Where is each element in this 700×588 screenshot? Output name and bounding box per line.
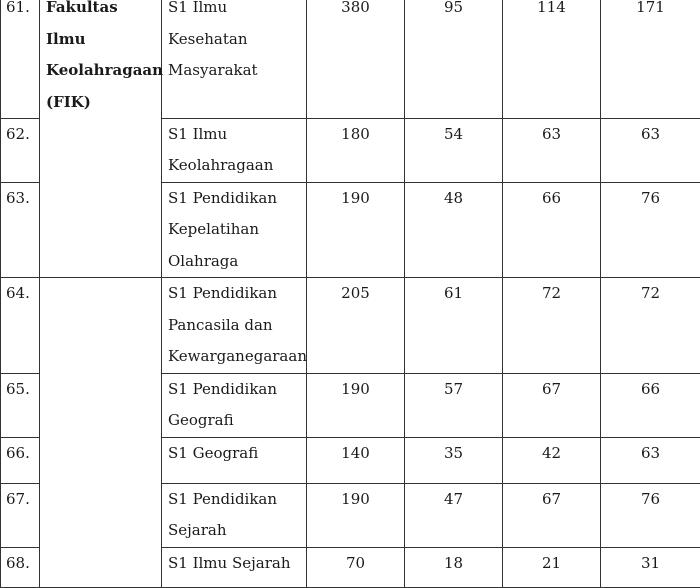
value-cell: 205 xyxy=(307,278,405,374)
value-cell: 63 xyxy=(601,437,700,483)
value-cell: 67 xyxy=(503,373,601,437)
program-name: S1 Pendidikan Kepelatihan Olahraga xyxy=(162,182,307,278)
value-cell: 190 xyxy=(307,373,405,437)
value-cell: 21 xyxy=(503,547,601,587)
program-name: S1 Pendidikan Pancasila dan Kewarganegaraan xyxy=(162,278,307,374)
value-cell: 140 xyxy=(307,437,405,483)
value-cell: 57 xyxy=(405,373,503,437)
value-cell: 54 xyxy=(405,118,503,182)
value-cell: 31 xyxy=(601,547,700,587)
program-name: S1 Geografi xyxy=(162,437,307,483)
value-cell: 42 xyxy=(503,437,601,483)
value-cell: 95 xyxy=(405,0,503,118)
value-cell: 190 xyxy=(307,483,405,547)
value-cell: 67 xyxy=(503,483,601,547)
value-cell: 190 xyxy=(307,182,405,278)
program-name: S1 Ilmu Kesehatan Masyarakat xyxy=(162,0,307,118)
row-number: 65. xyxy=(1,373,40,437)
value-cell: 72 xyxy=(601,278,700,374)
program-name: S1 Ilmu Keolahragaan xyxy=(162,118,307,182)
value-cell: 63 xyxy=(601,118,700,182)
value-cell: 48 xyxy=(405,182,503,278)
row-number: 62. xyxy=(1,118,40,182)
program-name: S1 Ilmu Sejarah xyxy=(162,547,307,587)
value-cell: 18 xyxy=(405,547,503,587)
row-number: 64. xyxy=(1,278,40,374)
program-name: S1 Pendidikan Geografi xyxy=(162,373,307,437)
table-row xyxy=(1,0,700,118)
value-cell: 66 xyxy=(601,373,700,437)
value-cell: 76 xyxy=(601,182,700,278)
value-cell: 180 xyxy=(307,118,405,182)
row-number: 61. xyxy=(1,0,40,118)
row-number: 66. xyxy=(1,437,40,483)
value-cell: 171 xyxy=(601,0,700,118)
table-row xyxy=(1,118,700,182)
value-cell: 63 xyxy=(503,118,601,182)
value-cell: 35 xyxy=(405,437,503,483)
value-cell: 47 xyxy=(405,483,503,547)
value-cell: 61 xyxy=(405,278,503,374)
table-row xyxy=(1,278,700,374)
value-cell: 72 xyxy=(503,278,601,374)
value-cell: 114 xyxy=(503,0,601,118)
faculty-cell-blank xyxy=(40,278,162,588)
value-cell: 66 xyxy=(503,182,601,278)
row-number: 63. xyxy=(1,182,40,278)
program-name: S1 Pendidikan Sejarah xyxy=(162,483,307,547)
value-cell: 76 xyxy=(601,483,700,547)
row-number: 67. xyxy=(1,483,40,547)
value-cell: 380 xyxy=(307,0,405,118)
value-cell: 70 xyxy=(307,547,405,587)
row-number: 68. xyxy=(1,547,40,587)
faculty-name: Fakultas Ilmu Keolahragaan (FIK) xyxy=(40,0,162,118)
faculty-cell-continued xyxy=(40,118,162,278)
